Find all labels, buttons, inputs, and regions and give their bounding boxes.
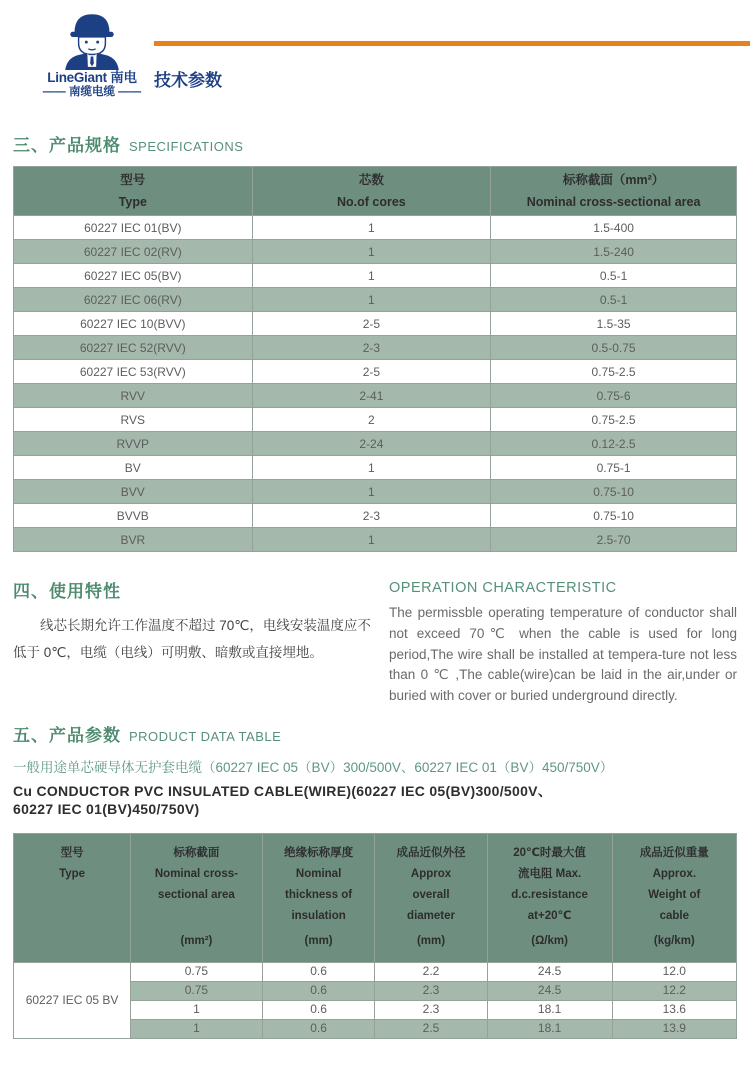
table-cell: 60227 IEC 53(RVV) xyxy=(14,360,253,384)
table-row xyxy=(14,528,737,552)
table-cell: 2.3 xyxy=(375,981,487,1000)
column-header xyxy=(14,833,131,962)
table-cell: 60227 IEC 02(RV) xyxy=(14,240,253,264)
usage-heading-en: OPERATION CHARACTERISTIC xyxy=(389,580,617,596)
page-title: 技术参数 xyxy=(154,71,222,90)
header-line: No.of cores xyxy=(336,195,406,209)
header-line: diameter xyxy=(407,909,455,922)
header-line: Nominal xyxy=(295,867,342,880)
table-row xyxy=(14,336,737,360)
header-line: 型号 xyxy=(120,173,146,187)
table-cell: RVV xyxy=(14,384,253,408)
table-cell: 18.1 xyxy=(487,1000,612,1019)
table-cell: BV xyxy=(14,456,253,480)
table-cell: 0.5-1 xyxy=(491,288,737,312)
product-subtitle-en xyxy=(13,783,737,819)
table-cell: 12.0 xyxy=(612,962,736,981)
table-cell: 0.6 xyxy=(262,962,375,981)
table-cell: BVVB xyxy=(14,504,253,528)
header-unit: (mm) xyxy=(416,934,446,947)
table-cell: 0.75-10 xyxy=(491,504,737,528)
table-cell: 18.1 xyxy=(487,1019,612,1038)
table-row xyxy=(14,384,737,408)
column-header xyxy=(131,833,263,962)
usage-body-en: The permissble operating temperature of conductor shall not exceed 70℃ when the cable is used for long period,The wire shall be installed at tempera-ture not less than 0 ℃ ,The cable(wire)can be laid in the air,under or buried with cover or buried underground directly. xyxy=(389,605,737,704)
worker-logo-icon xyxy=(36,8,148,70)
header-line: Nominal cross-sectional area xyxy=(526,195,701,209)
header-line: Type xyxy=(118,195,147,209)
header-line: Approx. xyxy=(652,867,697,880)
table-cell: BVV xyxy=(14,480,253,504)
table-cell: 1 xyxy=(252,216,491,240)
table-cell: 2-41 xyxy=(252,384,491,408)
table-cell: 0.75-2.5 xyxy=(491,360,737,384)
section-product-data xyxy=(13,721,737,1039)
product-table xyxy=(13,833,737,1039)
table-row xyxy=(14,216,737,240)
table-cell: RVS xyxy=(14,408,253,432)
column-header xyxy=(612,833,736,962)
table-cell: 1.5-35 xyxy=(491,312,737,336)
product-subtitle-en-line2: 60227 IEC 01(BV)450/750V) xyxy=(13,800,200,817)
table-cell: 60227 IEC 06(RV) xyxy=(14,288,253,312)
table-cell: 0.75-10 xyxy=(491,480,737,504)
table-row xyxy=(14,312,737,336)
header-line: 成品近似外径 xyxy=(396,846,466,859)
section-heading-zh: 三、产品规格 xyxy=(13,136,121,155)
table-cell: 1 xyxy=(252,264,491,288)
table-cell: 2-24 xyxy=(252,432,491,456)
header-line: sectional area xyxy=(158,888,235,901)
header-line: Weight of xyxy=(648,888,701,901)
table-row xyxy=(14,408,737,432)
section-specifications xyxy=(13,131,737,552)
section-usage xyxy=(13,577,737,707)
spec-table xyxy=(13,166,737,552)
table-row xyxy=(14,240,737,264)
header-line: 绝缘标称厚度 xyxy=(284,846,354,859)
header-line: 成品近似重量 xyxy=(639,846,709,859)
table-cell: 0.75-6 xyxy=(491,384,737,408)
header-unit: (mm) xyxy=(304,934,333,947)
table-cell: RVVP xyxy=(14,432,253,456)
table-row xyxy=(14,480,737,504)
accent-rule xyxy=(154,41,750,46)
table-cell: 13.9 xyxy=(612,1019,736,1038)
section-heading-zh: 五、产品参数 xyxy=(13,725,121,745)
table-cell: 0.6 xyxy=(262,1019,375,1038)
table-cell: 1 xyxy=(131,1019,263,1038)
table-cell: 0.75-2.5 xyxy=(491,408,737,432)
table-row xyxy=(14,504,737,528)
table-cell: 0.6 xyxy=(262,981,375,1000)
table-cell: 0.75 xyxy=(131,981,263,1000)
table-cell: 1.5-240 xyxy=(491,240,737,264)
table-cell: 0.75-1 xyxy=(491,456,737,480)
spec-table-body xyxy=(14,216,737,552)
header-line: 芯数 xyxy=(358,173,384,187)
table-row xyxy=(14,432,737,456)
column-header xyxy=(487,833,612,962)
table-cell: 60227 IEC 52(RVV) xyxy=(14,336,253,360)
section-product-heading xyxy=(13,721,737,746)
section-heading-en: PRODUCT DATA TABLE xyxy=(129,728,282,744)
usage-body-zh: 线芯长期允许工作温度不超过 70℃，电线安装温度应不低于 0℃，电缆（电线）可明敷、暗敷或直接埋地。 xyxy=(13,618,371,660)
usage-chinese-column xyxy=(13,577,371,707)
header-line: at+20℃ xyxy=(527,909,572,922)
header-line: cable xyxy=(659,909,690,922)
row-group-label: 60227 IEC 05 BV xyxy=(14,962,131,1038)
table-cell: 60227 IEC 01(BV) xyxy=(14,216,253,240)
header-right xyxy=(154,8,750,104)
table-cell: 2 xyxy=(252,408,491,432)
table-cell: 2.5 xyxy=(375,1019,487,1038)
product-table-header-row xyxy=(14,833,737,962)
spec-table-header-row xyxy=(14,167,737,216)
header-line: d.c.resistance xyxy=(511,888,588,901)
table-cell: 1 xyxy=(252,288,491,312)
product-table-body xyxy=(14,962,737,1038)
table-row xyxy=(14,360,737,384)
table-cell: 1 xyxy=(252,456,491,480)
table-cell: 2.3 xyxy=(375,1000,487,1019)
section-specifications-heading xyxy=(13,131,737,156)
table-cell: 0.6 xyxy=(262,1000,375,1019)
usage-heading-zh: 四、使用特性 xyxy=(13,582,121,601)
table-cell: 0.5-0.75 xyxy=(491,336,737,360)
table-cell: 0.5-1 xyxy=(491,264,737,288)
column-header xyxy=(375,833,487,962)
product-subtitle-en-line1: Cu CONDUCTOR PVC INSULATED CABLE(WIRE)(60227 IEC 05(BV)300/500V、 xyxy=(13,782,553,799)
header-line: 流电阻 Max. xyxy=(517,867,582,880)
table-cell: 2-3 xyxy=(252,504,491,528)
table-cell: BVR xyxy=(14,528,253,552)
table-cell: 13.6 xyxy=(612,1000,736,1019)
column-header-cores xyxy=(252,167,491,216)
table-cell: 2.5-70 xyxy=(491,528,737,552)
header-line: thickness of xyxy=(285,888,353,901)
header-line: insulation xyxy=(291,909,346,922)
header-line: 型号 xyxy=(60,846,84,859)
column-header xyxy=(262,833,375,962)
table-row xyxy=(14,456,737,480)
header-line: Type xyxy=(59,867,86,880)
header-line: Nominal cross- xyxy=(154,867,238,880)
table-row xyxy=(14,288,737,312)
section-heading-en: SPECIFICATIONS xyxy=(129,139,244,154)
header-line: 标称截面（mm²） xyxy=(562,173,665,187)
table-cell: 2-5 xyxy=(252,360,491,384)
logo-subbrand-text: —— 南缆电缆 —— xyxy=(42,86,142,98)
header-unit: (Ω/km) xyxy=(531,934,568,947)
table-cell: 2-5 xyxy=(252,312,491,336)
header-line: overall xyxy=(412,888,450,901)
logo-brand-text: LineGiant 南电 xyxy=(47,70,137,85)
column-header-type xyxy=(14,167,253,216)
table-cell: 24.5 xyxy=(487,962,612,981)
table-cell: 1 xyxy=(252,528,491,552)
table-cell: 0.75 xyxy=(131,962,263,981)
header-unit: (kg/km) xyxy=(653,934,695,947)
table-cell: 2-3 xyxy=(252,336,491,360)
table-cell: 0.12-2.5 xyxy=(491,432,737,456)
usage-english-column xyxy=(389,577,737,707)
header-unit: (mm²) xyxy=(180,934,213,947)
header-line: Approx xyxy=(410,867,452,880)
product-subtitle-zh: 一般用途单芯硬导体无护套电缆（60227 IEC 05（BV）300/500V、60227 IEC 01（BV）450/750V） xyxy=(13,759,614,775)
table-cell: 1 xyxy=(131,1000,263,1019)
company-logo xyxy=(36,8,148,104)
table-cell: 1 xyxy=(252,480,491,504)
table-row xyxy=(14,264,737,288)
table-cell: 24.5 xyxy=(487,981,612,1000)
header-line: 标称截面 xyxy=(173,846,220,859)
table-row xyxy=(14,962,737,981)
table-cell: 1 xyxy=(252,240,491,264)
table-cell: 1.5-400 xyxy=(491,216,737,240)
column-header-cross-section xyxy=(491,167,737,216)
table-cell: 12.2 xyxy=(612,981,736,1000)
table-cell: 60227 IEC 05(BV) xyxy=(14,264,253,288)
table-cell: 60227 IEC 10(BVV) xyxy=(14,312,253,336)
header-line: 20℃时最大值 xyxy=(513,846,586,859)
table-cell: 2.2 xyxy=(375,962,487,981)
page-header xyxy=(0,0,750,104)
